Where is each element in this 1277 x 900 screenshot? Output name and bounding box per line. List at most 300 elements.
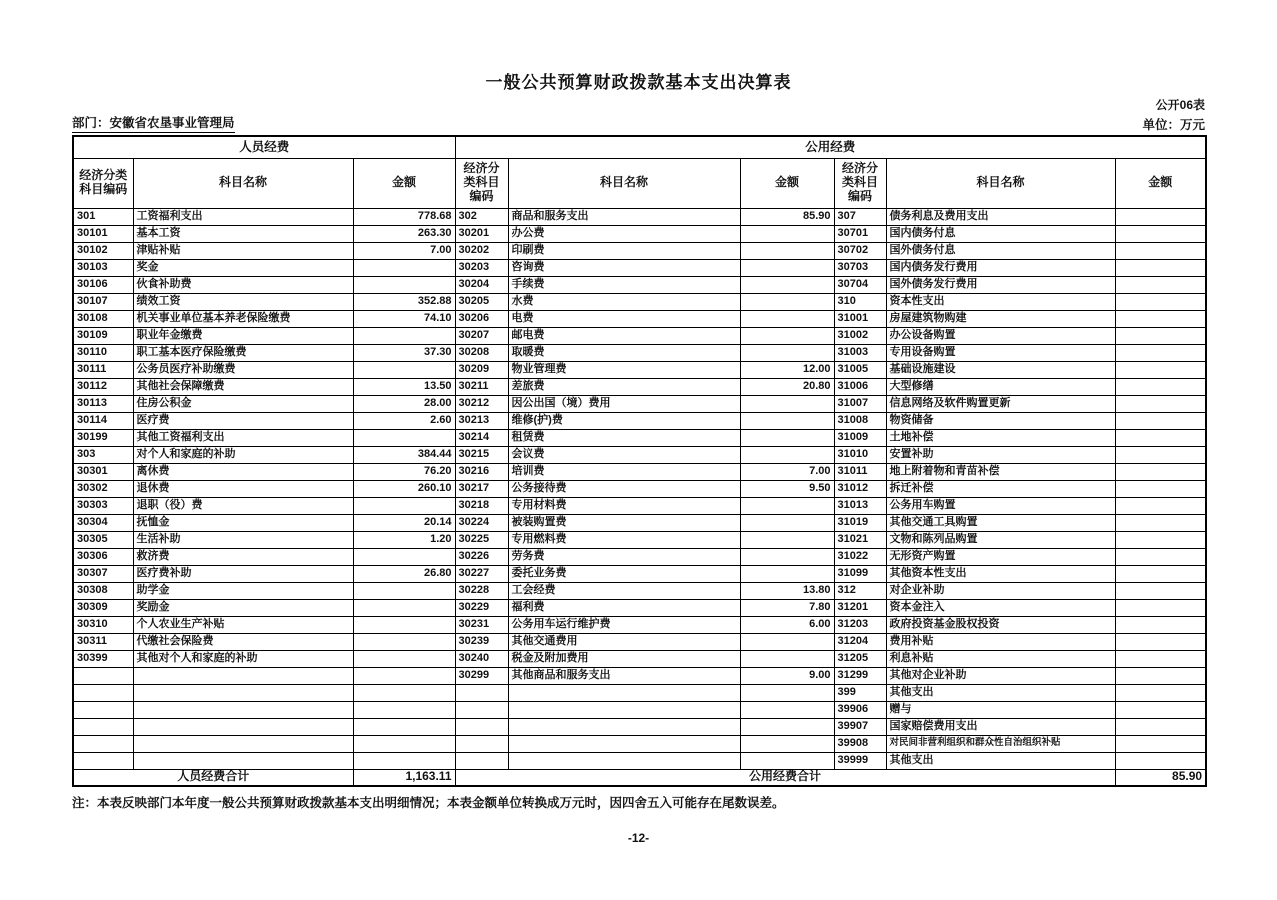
amount-cell: [1115, 582, 1206, 599]
amount-cell: 20.80: [740, 378, 834, 395]
subject-name-cell: 其他工资福利支出: [133, 429, 353, 446]
amount-cell: [1115, 446, 1206, 463]
code-cell: 30206: [455, 310, 508, 327]
code-cell: [455, 701, 508, 718]
subject-name-cell: 退休费: [133, 480, 353, 497]
amount-cell: 384.44: [353, 446, 455, 463]
amount-cell: 13.50: [353, 378, 455, 395]
subject-name-cell: 印刷费: [508, 242, 740, 259]
code-cell: 30229: [455, 599, 508, 616]
subject-name-cell: 租赁费: [508, 429, 740, 446]
subject-name-cell: 其他商品和服务支出: [508, 667, 740, 684]
code-cell: [73, 701, 133, 718]
table-row: [73, 497, 1206, 514]
col-header-amount-3: 金额: [1115, 158, 1206, 208]
amount-cell: [1115, 208, 1206, 225]
subject-name-cell: 代缴社会保险费: [133, 633, 353, 650]
table-row: [73, 752, 1206, 769]
amount-cell: [1115, 276, 1206, 293]
subject-name-cell: 利息补贴: [886, 650, 1115, 667]
code-cell: 30209: [455, 361, 508, 378]
subject-name-cell: 其他对个人和家庭的补助: [133, 650, 353, 667]
table-row: [73, 633, 1206, 650]
subject-name-cell: 物业管理费: [508, 361, 740, 378]
code-cell: [73, 667, 133, 684]
code-cell: [73, 718, 133, 735]
amount-cell: 20.14: [353, 514, 455, 531]
subject-name-cell: 基础设施建设: [886, 361, 1115, 378]
code-cell: 30307: [73, 565, 133, 582]
subject-name-cell: 国内债务付息: [886, 225, 1115, 242]
subject-name-cell: 其他支出: [886, 752, 1115, 769]
subject-name-cell: 咨询费: [508, 259, 740, 276]
table-row: [73, 412, 1206, 429]
subject-name-cell: 国外债务付息: [886, 242, 1115, 259]
col-header-code-1: 经济分类科目编码: [73, 158, 133, 208]
table-row: [73, 310, 1206, 327]
code-cell: 399: [834, 684, 886, 701]
amount-cell: [740, 429, 834, 446]
subject-name-cell: 债务利息及费用支出: [886, 208, 1115, 225]
table-row: [73, 463, 1206, 480]
subject-name-cell: 对企业补助: [886, 582, 1115, 599]
amount-cell: [1115, 412, 1206, 429]
subject-name-cell: 国外债务发行费用: [886, 276, 1115, 293]
table-row: [73, 514, 1206, 531]
subject-name-cell: [133, 718, 353, 735]
subject-name-cell: 助学金: [133, 582, 353, 599]
subject-name-cell: 对个人和家庭的补助: [133, 446, 353, 463]
subject-name-cell: 商品和服务支出: [508, 208, 740, 225]
subject-name-cell: 其他交通费用: [508, 633, 740, 650]
subject-name-cell: 拆迁补偿: [886, 480, 1115, 497]
code-cell: 31021: [834, 531, 886, 548]
code-cell: 312: [834, 582, 886, 599]
code-cell: 31012: [834, 480, 886, 497]
table-row: [73, 667, 1206, 684]
subject-name-cell: 绩效工资: [133, 293, 353, 310]
subject-name-cell: 劳务费: [508, 548, 740, 565]
code-cell: [73, 752, 133, 769]
amount-cell: [1115, 565, 1206, 582]
code-cell: 30111: [73, 361, 133, 378]
amount-cell: [1115, 701, 1206, 718]
subject-name-cell: 取暖费: [508, 344, 740, 361]
amount-cell: [740, 531, 834, 548]
subject-name-cell: 奖金: [133, 259, 353, 276]
code-cell: 30213: [455, 412, 508, 429]
amount-cell: [1115, 429, 1206, 446]
subject-name-cell: [133, 667, 353, 684]
page-number: -12-: [627, 831, 650, 845]
amount-cell: [740, 718, 834, 735]
code-cell: [455, 718, 508, 735]
amount-cell: [740, 327, 834, 344]
amount-cell: [1115, 395, 1206, 412]
code-cell: 31099: [834, 565, 886, 582]
subject-name-cell: 伙食补助费: [133, 276, 353, 293]
form-number: 公开06表: [1155, 98, 1205, 112]
personnel-total-label: 人员经费合计: [73, 769, 353, 786]
amount-cell: [353, 735, 455, 752]
subject-name-cell: 其他交通工具购置: [886, 514, 1115, 531]
amount-cell: [740, 650, 834, 667]
amount-cell: [740, 735, 834, 752]
amount-cell: [740, 446, 834, 463]
subject-name-cell: 维修(护)费: [508, 412, 740, 429]
code-cell: 30107: [73, 293, 133, 310]
subject-name-cell: 费用补贴: [886, 633, 1115, 650]
amount-cell: [353, 361, 455, 378]
code-cell: 30113: [73, 395, 133, 412]
amount-cell: [740, 548, 834, 565]
code-cell: 301: [73, 208, 133, 225]
code-cell: 302: [455, 208, 508, 225]
subject-name-cell: 邮电费: [508, 327, 740, 344]
subject-name-cell: 其他对企业补助: [886, 667, 1115, 684]
code-cell: 31013: [834, 497, 886, 514]
amount-cell: 263.30: [353, 225, 455, 242]
code-cell: 30227: [455, 565, 508, 582]
subject-name-cell: 会议费: [508, 446, 740, 463]
subject-name-cell: 生活补助: [133, 531, 353, 548]
code-cell: 30305: [73, 531, 133, 548]
code-cell: 30201: [455, 225, 508, 242]
amount-cell: 37.30: [353, 344, 455, 361]
col-header-code-3: 经济分类科目编码: [834, 158, 886, 208]
personnel-total-amount: 1,163.11: [353, 769, 455, 786]
subject-name-cell: 土地补偿: [886, 429, 1115, 446]
subject-name-cell: 职业年金缴费: [133, 327, 353, 344]
group-header-public: 公用经费: [455, 136, 1206, 158]
subject-name-cell: 办公设备购置: [886, 327, 1115, 344]
col-header-amount-2: 金额: [740, 158, 834, 208]
subject-name-cell: 工会经费: [508, 582, 740, 599]
amount-cell: [353, 327, 455, 344]
amount-cell: 7.00: [740, 463, 834, 480]
unit-label: 单位：万元: [1142, 118, 1205, 132]
subject-name-cell: 国内债务发行费用: [886, 259, 1115, 276]
amount-cell: [353, 429, 455, 446]
subject-name-cell: 公务用车购置: [886, 497, 1115, 514]
table-row: [73, 276, 1206, 293]
amount-cell: [1115, 667, 1206, 684]
amount-cell: [1115, 735, 1206, 752]
amount-cell: 9.00: [740, 667, 834, 684]
amount-cell: [1115, 633, 1206, 650]
code-cell: 30205: [455, 293, 508, 310]
subject-name-cell: [133, 684, 353, 701]
amount-cell: [1115, 548, 1206, 565]
meta-row: [72, 113, 1205, 133]
code-cell: 31204: [834, 633, 886, 650]
amount-cell: [740, 259, 834, 276]
table-row: [73, 599, 1206, 616]
amount-cell: [353, 701, 455, 718]
code-cell: [455, 735, 508, 752]
amount-cell: [1115, 718, 1206, 735]
code-cell: 39906: [834, 701, 886, 718]
table-row: [73, 293, 1206, 310]
amount-cell: [1115, 684, 1206, 701]
subject-name-cell: 手续费: [508, 276, 740, 293]
col-header-code-2: 经济分类科目编码: [455, 158, 508, 208]
code-cell: 31205: [834, 650, 886, 667]
subject-name-cell: 差旅费: [508, 378, 740, 395]
amount-cell: 1.20: [353, 531, 455, 548]
table-row: [73, 701, 1206, 718]
subject-name-cell: [508, 701, 740, 718]
code-cell: [455, 684, 508, 701]
page-title: 一般公共预算财政拨款基本支出决算表: [485, 73, 792, 92]
amount-cell: [740, 293, 834, 310]
code-cell: 30217: [455, 480, 508, 497]
subject-name-cell: 培训费: [508, 463, 740, 480]
amount-cell: 7.00: [353, 242, 455, 259]
subject-name-cell: 物资储备: [886, 412, 1115, 429]
amount-cell: [353, 650, 455, 667]
subject-name-cell: 办公费: [508, 225, 740, 242]
public-total-amount: 85.90: [1115, 769, 1206, 786]
amount-cell: [353, 497, 455, 514]
code-cell: 30203: [455, 259, 508, 276]
subject-name-cell: 水费: [508, 293, 740, 310]
amount-cell: 76.20: [353, 463, 455, 480]
code-cell: 30216: [455, 463, 508, 480]
subject-name-cell: 专用材料费: [508, 497, 740, 514]
subject-name-cell: 福利费: [508, 599, 740, 616]
group-header-personnel: 人员经费: [73, 136, 455, 158]
table-row: [73, 395, 1206, 412]
code-cell: 39908: [834, 735, 886, 752]
code-cell: 30301: [73, 463, 133, 480]
amount-cell: 352.88: [353, 293, 455, 310]
amount-cell: [1115, 293, 1206, 310]
subject-name-cell: 抚恤金: [133, 514, 353, 531]
code-cell: 30218: [455, 497, 508, 514]
subject-name-cell: 政府投资基金股权投资: [886, 616, 1115, 633]
subject-name-cell: 因公出国（境）费用: [508, 395, 740, 412]
subject-name-cell: 奖励金: [133, 599, 353, 616]
amount-cell: 6.00: [740, 616, 834, 633]
amount-cell: [353, 276, 455, 293]
subject-name-cell: 资本性支出: [886, 293, 1115, 310]
amount-cell: [353, 667, 455, 684]
code-cell: 30302: [73, 480, 133, 497]
code-cell: 30303: [73, 497, 133, 514]
amount-cell: [353, 718, 455, 735]
amount-cell: [1115, 531, 1206, 548]
table-row: [73, 344, 1206, 361]
subject-name-cell: 退职（役）费: [133, 497, 353, 514]
amount-cell: [353, 599, 455, 616]
code-cell: 31009: [834, 429, 886, 446]
code-cell: 30114: [73, 412, 133, 429]
amount-cell: [1115, 259, 1206, 276]
code-cell: 30202: [455, 242, 508, 259]
subject-name-cell: 公务员医疗补助缴费: [133, 361, 353, 378]
amount-cell: [740, 310, 834, 327]
table-row: [73, 378, 1206, 395]
code-cell: 30308: [73, 582, 133, 599]
amount-cell: [740, 684, 834, 701]
amount-cell: [1115, 310, 1206, 327]
subject-name-cell: 委托业务费: [508, 565, 740, 582]
code-cell: 30109: [73, 327, 133, 344]
amount-cell: 7.80: [740, 599, 834, 616]
subject-name-cell: 文物和陈列品购置: [886, 531, 1115, 548]
subject-name-cell: [508, 735, 740, 752]
code-cell: 30228: [455, 582, 508, 599]
amount-cell: [353, 616, 455, 633]
subject-name-cell: 信息网络及软件购置更新: [886, 395, 1115, 412]
code-cell: 30106: [73, 276, 133, 293]
footnote: 注：本表反映部门本年度一般公共预算财政拨款基本支出明细情况；本表金额单位转换成万元时，因四舍五入可能存在尾数误差。: [72, 796, 785, 810]
amount-cell: [740, 276, 834, 293]
subject-name-cell: 个人农业生产补贴: [133, 616, 353, 633]
amount-cell: 778.68: [353, 208, 455, 225]
table-row: [73, 531, 1206, 548]
code-cell: 30214: [455, 429, 508, 446]
code-cell: 30224: [455, 514, 508, 531]
code-cell: 30112: [73, 378, 133, 395]
amount-cell: [1115, 327, 1206, 344]
code-cell: 39999: [834, 752, 886, 769]
code-cell: 30703: [834, 259, 886, 276]
table-row: [73, 548, 1206, 565]
amount-cell: [353, 259, 455, 276]
code-cell: 30306: [73, 548, 133, 565]
code-cell: 30704: [834, 276, 886, 293]
code-cell: 31019: [834, 514, 886, 531]
department-label: 部门：安徽省农垦事业管理局: [72, 113, 235, 133]
code-cell: 31201: [834, 599, 886, 616]
code-cell: 31010: [834, 446, 886, 463]
subject-name-cell: 赠与: [886, 701, 1115, 718]
amount-cell: [740, 225, 834, 242]
subject-name-cell: 被装购置费: [508, 514, 740, 531]
table-row: [73, 446, 1206, 463]
subject-name-cell: 离休费: [133, 463, 353, 480]
public-total-label: 公用经费合计: [455, 769, 1115, 786]
subject-name-cell: 其他支出: [886, 684, 1115, 701]
code-cell: 31005: [834, 361, 886, 378]
amount-cell: 260.10: [353, 480, 455, 497]
code-cell: 30199: [73, 429, 133, 446]
amount-cell: [1115, 752, 1206, 769]
table-row: [73, 361, 1206, 378]
table-row: [73, 480, 1206, 497]
subject-name-cell: 安置补助: [886, 446, 1115, 463]
code-cell: 31299: [834, 667, 886, 684]
subject-name-cell: 电费: [508, 310, 740, 327]
subject-name-cell: 无形资产购置: [886, 548, 1115, 565]
code-cell: 30304: [73, 514, 133, 531]
amount-cell: [740, 752, 834, 769]
table-row: [73, 718, 1206, 735]
code-cell: 31006: [834, 378, 886, 395]
table-row: [73, 208, 1206, 225]
table-row: [73, 616, 1206, 633]
code-cell: 30399: [73, 650, 133, 667]
amount-cell: [740, 633, 834, 650]
code-cell: 30103: [73, 259, 133, 276]
budget-table: [72, 135, 1207, 787]
subject-name-cell: 专用燃料费: [508, 531, 740, 548]
amount-cell: [353, 752, 455, 769]
code-cell: 30204: [455, 276, 508, 293]
code-cell: 30299: [455, 667, 508, 684]
code-cell: 31008: [834, 412, 886, 429]
code-cell: 31011: [834, 463, 886, 480]
amount-cell: [1115, 497, 1206, 514]
code-cell: 31001: [834, 310, 886, 327]
code-cell: 30108: [73, 310, 133, 327]
subject-name-cell: [508, 718, 740, 735]
subject-name-cell: 津贴补贴: [133, 242, 353, 259]
subject-name-cell: 基本工资: [133, 225, 353, 242]
amount-cell: [353, 548, 455, 565]
code-cell: 30110: [73, 344, 133, 361]
code-cell: 30702: [834, 242, 886, 259]
code-cell: [73, 735, 133, 752]
amount-cell: [1115, 599, 1206, 616]
table-row: [73, 582, 1206, 599]
code-cell: [73, 684, 133, 701]
table-row: [73, 735, 1206, 752]
amount-cell: [353, 582, 455, 599]
subject-name-cell: 医疗费: [133, 412, 353, 429]
subject-name-cell: [133, 752, 353, 769]
code-cell: 303: [73, 446, 133, 463]
subject-name-cell: 专用设备购置: [886, 344, 1115, 361]
amount-cell: [1115, 344, 1206, 361]
col-header-name-3: 科目名称: [886, 158, 1115, 208]
code-cell: 30309: [73, 599, 133, 616]
code-cell: 30215: [455, 446, 508, 463]
code-cell: 31022: [834, 548, 886, 565]
amount-cell: [1115, 242, 1206, 259]
subject-name-cell: 地上附着物和青苗补偿: [886, 463, 1115, 480]
amount-cell: [740, 344, 834, 361]
amount-cell: [353, 684, 455, 701]
col-header-name-1: 科目名称: [133, 158, 353, 208]
amount-cell: [1115, 616, 1206, 633]
col-header-amount-1: 金额: [353, 158, 455, 208]
code-cell: 30310: [73, 616, 133, 633]
amount-cell: [1115, 463, 1206, 480]
table-row: [73, 565, 1206, 582]
amount-cell: [740, 514, 834, 531]
code-cell: [455, 752, 508, 769]
subject-name-cell: 职工基本医疗保险缴费: [133, 344, 353, 361]
subject-name-cell: 机关事业单位基本养老保险缴费: [133, 310, 353, 327]
amount-cell: 9.50: [740, 480, 834, 497]
amount-cell: [740, 242, 834, 259]
table-row: [73, 650, 1206, 667]
code-cell: 30231: [455, 616, 508, 633]
code-cell: 31002: [834, 327, 886, 344]
amount-cell: [1115, 514, 1206, 531]
subject-name-cell: 公务用车运行维护费: [508, 616, 740, 633]
subject-name-cell: 大型修缮: [886, 378, 1115, 395]
table-row: [73, 225, 1206, 242]
code-cell: 30311: [73, 633, 133, 650]
amount-cell: 28.00: [353, 395, 455, 412]
subject-name-cell: 医疗费补助: [133, 565, 353, 582]
amount-cell: [353, 633, 455, 650]
code-cell: 30101: [73, 225, 133, 242]
